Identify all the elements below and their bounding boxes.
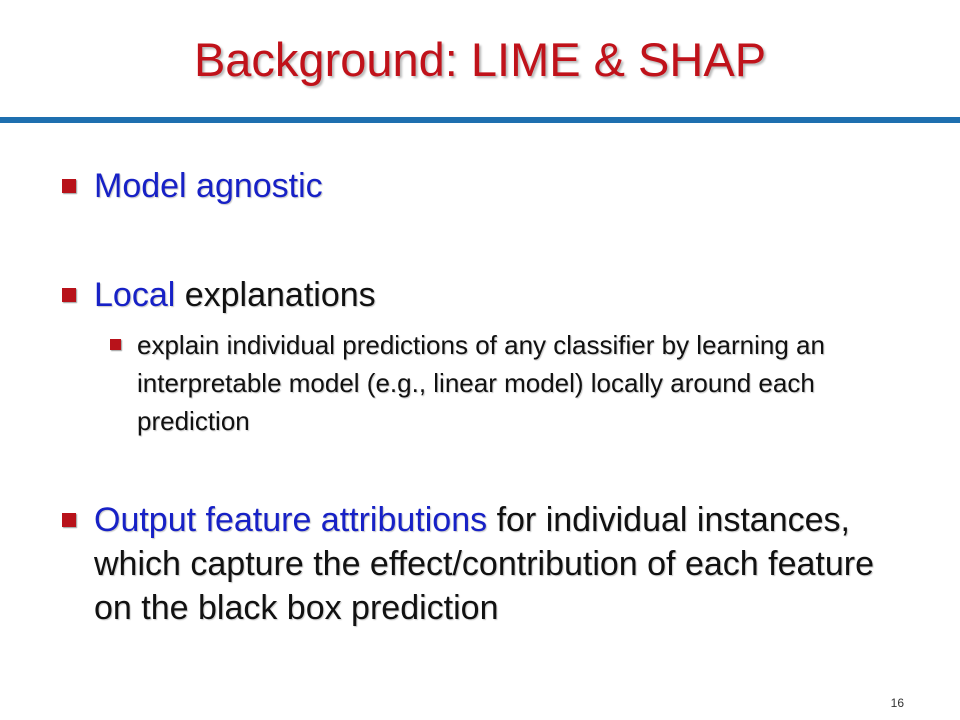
- bullet-highlight: Output feature attributions: [94, 501, 488, 539]
- bullet-square-icon: [62, 513, 76, 527]
- sub-bullet-text: explain individual predictions of any classifier by learning an interpretable model (e.g., linear model) locally around each prediction: [137, 330, 825, 436]
- bullet-square-icon: [62, 288, 76, 302]
- title-divider: [0, 117, 960, 123]
- sub-bullet-square-icon: [110, 339, 121, 350]
- bullet-square-icon: [62, 179, 76, 193]
- bullet-text: explanations: [175, 276, 376, 314]
- bullet-text: for individual instances, which capture the effect/contribution of each feature on the black box prediction: [94, 501, 874, 627]
- bullet-model-agnostic: [94, 164, 323, 208]
- bullet-highlight: Model agnostic: [94, 167, 323, 205]
- slide-number: 16: [890, 696, 904, 710]
- bullet-highlight: Local: [94, 276, 176, 314]
- slide-title: Background: LIME & SHAP: [193, 33, 767, 86]
- bullet-local-explanations: [94, 273, 376, 317]
- bullet-output-feature-attributions: [94, 498, 894, 630]
